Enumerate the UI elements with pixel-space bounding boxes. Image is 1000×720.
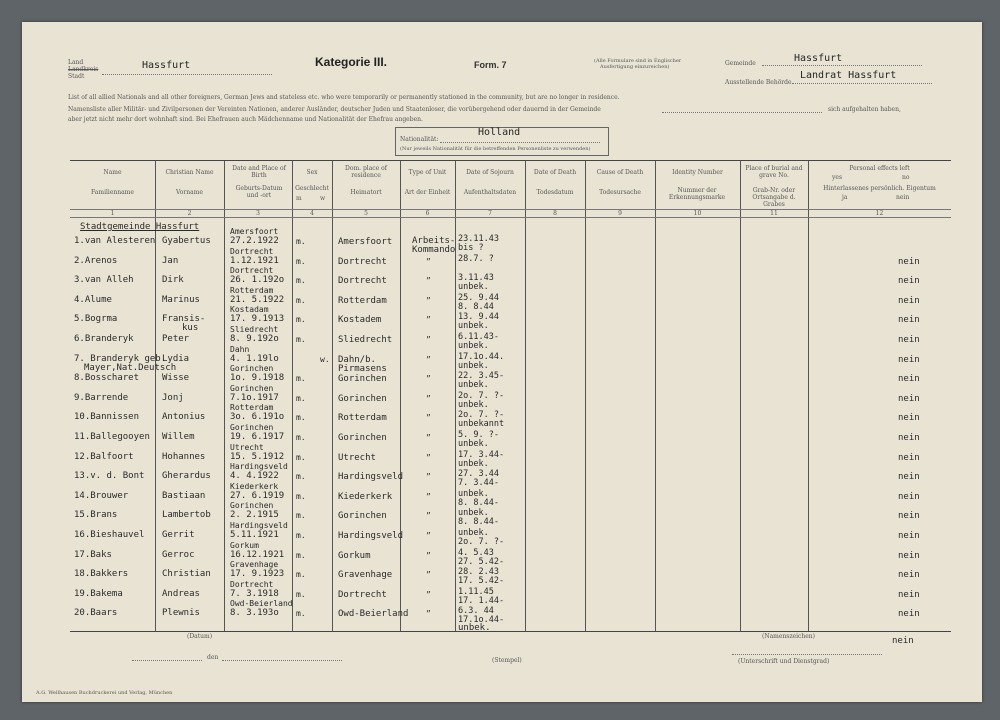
col-name-num: 1 [110,210,115,217]
row-birth-date: 2. 2.1915 [230,510,279,521]
row-first-name: Gherardus [162,471,211,482]
kreis-value: Hassfurt [142,60,191,71]
place-line [132,660,202,661]
row-home: Sliedrecht [338,335,393,345]
col-divider [740,161,741,631]
row-sojourn-1: 1.11.45 [458,586,494,597]
row-sojourn-1: 3.11.43 [458,273,494,284]
row-unit-ditto: ” [426,589,431,599]
row-home-2: Pirmasens [338,363,387,374]
gemeinde-value: Hassfurt [794,53,843,64]
row-birth-place: Utrecht [230,442,264,452]
row-birth-place: Gorinchen [230,383,274,393]
row-effects: nein [898,256,920,267]
row-first-name: Fransis- [162,314,206,325]
row-sojourn-2: 8. 8.44 [458,301,494,312]
row-sojourn-2: 8. 8.44- [458,497,499,508]
row-first-name: Hohannes [162,451,206,462]
row-birth-place: Gravenhage [230,560,279,570]
col-effects-nein: nein [896,194,910,201]
row-effects: nein [898,413,920,424]
row-sex: m. [296,276,306,286]
row-birth-date: 17. 9.1923 [230,569,285,580]
row-birth-date: 8. 9.192o [230,334,279,344]
row-home: Rotterdam [338,413,387,424]
row-home: Rotterdam [338,295,387,306]
row-sojourn-2: 17.1o.44- [458,615,505,626]
behoerde-value: Landrat Hassfurt [800,70,897,81]
nationality-value: Holland [478,127,521,138]
col-divider [332,161,333,631]
last-sojourn: unbek. [458,623,491,633]
row-sojourn-1: unbek. [458,488,489,499]
row-sex: m. [296,315,306,325]
row-sex: m. [296,589,306,599]
row-sojourn-1: 4. 5.43 [458,547,494,558]
row-sojourn-1: 28. 2.43 [458,567,499,578]
row-sojourn-1: 17.1o.44. [458,351,505,362]
col-cause-de: Todesursache [599,189,641,196]
row-birth-date: 7.1o.1917 [230,392,279,403]
row-effects: nein [898,550,920,561]
col-divider [224,161,225,631]
col-burial-de: Grab-Nr. oder Ortsangabe d. Grabes [752,187,796,208]
row-birth-date: 27.2.1922 [230,236,279,246]
row-sojourn-2: unbek. [458,458,489,469]
land-label: Land [68,59,84,66]
behoerde-label: Ausstellende Behörde [725,79,792,86]
row-first-name: Wisse [162,373,190,384]
row-name: 9.Barrende [74,392,129,403]
row-effects: nein [898,491,920,502]
col-effects-num: 12 [875,210,884,217]
row-name: 14.Brouwer [74,490,129,501]
row-effects-extra: nein [892,636,914,646]
row-home: Gravenhage [338,570,393,581]
row-birth-place: Dortrecht [230,246,274,256]
col-sex-en: Sex [306,169,318,176]
row-unit-ditto: ” [426,609,431,619]
row-home: Hardingsveld [338,472,404,483]
row-birth-date: 21. 5.1922 [230,294,285,305]
row-first-name: Lambertob [162,510,211,521]
intro-line-3: aber jetzt nicht mehr dort wohnhaft sind. Bei Ehefrauen auch Mädchenname und Nationalität der Ehefrau angeben. [68,116,423,123]
row-unit-ditto: ” [426,413,431,423]
row-unit-ditto: ” [426,570,431,580]
col-effects-yes: yes [832,174,843,181]
row-unit-ditto: ” [426,511,431,521]
row-effects: nein [898,511,920,522]
row-sojourn-2: unbek. [458,380,489,391]
row-sex: m. [296,295,306,305]
printer-note: A.G. Wellhausen Buchdruckerei und Verlag, München [36,690,173,696]
col-divider [455,161,456,631]
row-first-name: Gerrit [162,530,195,540]
row-name: 17.Baks [74,549,112,560]
row-name: 1.van Alesteren [74,236,156,246]
nationality-box [395,127,609,156]
row-birth-date: 3o. 6.191o [230,412,285,423]
row-sex: m. [296,335,306,344]
row-first-name: Bastiaan [162,490,206,501]
row-first-name: Andreas [162,588,200,599]
col-burial-num: 11 [770,210,778,217]
row-first-name: Jan [162,255,179,266]
row-unit: Arbeits- [412,236,456,246]
col-identity-num: 10 [693,210,702,217]
row-sojourn-1: 2o. 7. ?- [458,410,505,421]
col-divider [808,161,809,631]
col-divider [400,161,401,631]
row-home: Gorinchen [338,433,387,443]
row-unit-ditto: ” [426,550,431,560]
col-divider [292,161,293,631]
row-home: Dortrecht [338,589,387,600]
form-number: Form. 7 [474,60,507,70]
col-unit-de: Art der Einheit [404,189,451,196]
col-divider [525,161,526,631]
row-sojourn-1: 28.7. ? [458,253,494,264]
row-unit-ditto: ” [426,354,431,364]
row-birth-date: 5.11.1921 [230,530,279,540]
row-birth-date: 8. 3.193o [230,608,279,619]
gemeinde-line [762,65,922,66]
row-sex: m. [296,237,306,246]
row-sojourn-2: bis ? [458,243,484,253]
row-sojourn-1: 22. 3.45- [458,371,505,382]
row-sojourn-2: 27. 5.42- [458,556,505,567]
row-birth-place: Kostadam [230,305,269,315]
row-sex: m. [296,256,306,266]
row-sojourn-2: 8. 8.44- [458,517,499,528]
row-home: Gorinchen [338,393,387,404]
row-birth-place: Sliedrecht [230,325,279,334]
row-name: 2.Arenos [74,255,118,266]
row-first-name: Christian [162,569,211,580]
row-home: Dortrecht [338,256,387,267]
row-home: Dortrecht [338,276,387,287]
col-divider [585,161,586,631]
row-birth-date: 1o. 9.1918 [230,373,285,384]
stadt-label: Stadt [68,73,85,80]
row-sojourn-2: unbek. [458,439,489,449]
row-name: 15.Brans [74,510,118,521]
den-label: den [207,654,219,661]
row-unit-ditto: ” [426,256,431,266]
row-unit-ditto: ” [426,393,431,403]
col-unit-num: 6 [425,210,430,217]
row-effects: nein [898,609,920,620]
col-burial-en: Place of burial and grave No. [745,165,803,179]
sign2-label: (Unterschrift und Dienstgrad) [738,658,830,665]
row-effects: nein [898,354,920,365]
row-birth-date: 7. 3.1918 [230,588,279,599]
row-name: 3.van Alleh [74,275,134,286]
form-note-2: Ausfertigung einzureichen) [600,64,670,70]
row-birth-date: 27. 6.1919 [230,490,285,501]
row-name: 5.Bogrma [74,314,118,325]
col-identity-en: Identity Number [672,169,723,176]
row-sojourn-1: 25. 9.44 [458,292,499,303]
row-birth-date: 26. 1.192o [230,275,285,286]
row-home: Gorinchen [338,511,387,522]
row-sojourn-2: unbek. [458,360,489,371]
row-birth-date: 15. 5.1912 [230,451,285,462]
row-effects: nein [898,433,920,443]
row-name: 10.Bannissen [74,412,140,423]
row-effects: nein [898,374,920,385]
row-sex: m. [296,609,306,619]
row-birth-date: 1.12.1921 [230,255,279,266]
row-sojourn-1: 2o. 7. ?- [458,390,505,401]
row-home: Gorinchen [338,374,387,385]
col-birth-de: Geburts-Datum und -ort [235,185,283,199]
row-name: 6.Branderyk [74,334,134,344]
row-first-name: Marinus [162,294,200,305]
row-birth-place: Dortrecht [230,266,274,276]
row-name: 20.Baars [74,608,118,619]
row-first-name: Gyabertus [162,236,211,246]
row-sex: m. [296,570,306,580]
row-sojourn-1: 27. 3.44 [458,469,499,480]
row-effects: nein [898,295,920,306]
row-home: Amersfoort [338,237,393,247]
section-title: Stadtgemeinde Hassfurt [80,222,200,232]
gemeinde-label: Gemeinde [725,60,756,67]
col-name-en: Name [103,169,122,176]
col-effects-no: no [902,174,910,181]
row-sojourn-1: unbek. [458,508,489,519]
row-sojourn-1: 6.11.43- [458,332,499,342]
row-sojourn-2: 7. 3.44- [458,478,499,489]
row-sojourn-1: 5. 9. ?- [458,430,499,440]
col-death-en: Date of Death [533,169,577,176]
row-unit-ditto: ” [426,531,431,540]
row-name: 11.Ballegooyen [74,432,150,442]
row-effects: nein [898,452,920,463]
col-cause-num: 9 [618,210,622,217]
row-sojourn-1: unbek. [458,528,489,538]
row-name: 7. Branderyk geb. [74,353,167,364]
row-birth-date: 17. 9.1913 [230,314,285,325]
row-effects: nein [898,276,920,287]
row-name-2: Mayer,Nat.Deutsch [84,362,177,373]
col-death-de: Todesdatum [536,189,574,196]
nationality-line [440,142,600,143]
form-title: Kategorie III. [315,55,388,69]
row-unit-ditto: ” [426,295,431,305]
row-name: 18.Bakkers [74,569,129,580]
row-sex: m. [296,374,306,384]
col-birth-num: 3 [256,210,260,217]
row-effects: nein [898,570,920,581]
sign-line [732,654,882,655]
row-name: 16.Bieshauvel [74,530,145,540]
col-effects-ja: ja [842,194,848,201]
row-birth-place: Hardingsveld [230,462,288,472]
col-cause-en: Cause of Death [596,169,644,176]
behoerde-line [792,83,932,84]
row-sex: m. [296,472,306,482]
row-first-name: Antonius [162,412,206,423]
col-home-de: Heimatort [350,189,382,196]
col-sex-num: 4 [310,210,314,217]
row-birth-place: Gorinchen [230,364,274,374]
row-unit-ditto: ” [426,491,431,501]
row-home: Kiederkerk [338,491,393,502]
row-birth-date: 16.12.1921 [230,549,285,560]
row-sojourn-2: unbekannt [458,419,505,430]
nationality-label: Nationalität: [400,136,439,143]
row-name: 13.v. d. Bont [74,471,145,482]
col-name-de: Familienname [91,189,134,196]
col-home-num: 5 [364,210,368,217]
row-first-name: Lydia [162,353,190,364]
col-christian-en: Christian Name [165,169,214,176]
row-first-name: Jonj [162,392,184,403]
row-name: 4.Alume [74,294,112,305]
row-unit-ditto: ” [426,374,431,384]
row-birth-place: Gorinchen [230,501,274,511]
row-first-name: Peter [162,334,190,344]
row-birth-place: Gorinchen [230,423,274,432]
row-first-name: Plewnis [162,608,200,619]
row-effects: nein [898,472,920,483]
kreis-line [102,74,272,75]
date-label: (Datum) [187,633,213,640]
row-first-name: Dirk [162,275,184,286]
col-effects-de: Hinterlassenes persönlich. Eigentum [823,185,936,192]
row-birth-place: Owd-Beierland [230,599,293,609]
intro-dotted-line [662,112,822,113]
row-sojourn-2: unbek. [458,399,489,410]
row-sojourn-2: 17. 1.44- [458,595,505,606]
form-note-1: (Alle Formulare sind in Englischer [594,58,682,64]
row-birth-place: Hardingsveld [230,521,288,530]
row-first-name: Gerroc [162,549,195,560]
row-first-name-2: kus [182,323,199,334]
row-birth-place: Dortrecht [230,579,274,589]
landkreis-label: Landkreis [68,66,99,73]
row-effects: nein [898,589,920,600]
col-sojourn-de: Aufenthaltsdaten [463,189,517,196]
row-birth-place: Gorkum [230,540,259,550]
sign-label: (Namenszeichen) [762,633,815,640]
row-first-name: Willem [162,432,195,442]
row-birth-date: 19. 6.1917 [230,432,285,442]
col-identity-de: Nummer der Erkennungsmarke [668,187,726,201]
row-birth-date: 4. 1.19lo [230,353,279,364]
date-line [222,660,342,661]
row-sojourn-2: 17. 5.42- [458,576,505,587]
col-christian-de: Vorname [176,189,203,196]
row-home: Hardingsveld [338,531,404,541]
row-unit-ditto: ” [426,335,431,344]
row-sojourn-1: 17. 3.44- [458,449,505,460]
row-home: Utrecht [338,452,376,463]
document-page [22,22,982,702]
row-home: Gorkum [338,550,371,561]
row-unit-ditto: ” [426,472,431,482]
row-effects: nein [898,315,920,326]
row-sex: m. [296,511,306,521]
row-home: Owd-Beierland [338,609,409,620]
intro-line-1: List of all allied Nationals and all other foreigners, German Jews and stateless etc. who were temporarily or permanently stationed in the community, but are no longer in residence. [68,94,620,101]
row-sex: m. [296,491,306,501]
row-unit-ditto: ” [426,452,431,462]
header-divider [70,217,951,218]
row-sojourn-1: 23.11.43 [458,234,499,244]
row-sojourn-1: 6.3. 44 [458,606,494,617]
row-unit-ditto: ” [426,315,431,325]
row-sex: m. [296,550,306,560]
row-birth-place: Rotterdam [230,403,274,413]
col-divider [655,161,656,631]
row-sex: w. [320,354,330,364]
row-sojourn-2: unbek. [458,282,489,293]
row-sojourn-2: 2o. 7. ?- [458,537,505,547]
col-effects-en: Personal effects left [849,165,910,172]
row-unit-2: Kommando [412,245,456,255]
col-christian-num: 2 [187,210,192,217]
row-name: 19.Bakema [74,588,123,599]
row-birth-place: Rotterdam [230,285,274,295]
col-home-en: Dom. place of residence [345,165,387,179]
col-death-num: 8 [553,210,557,217]
row-sex: m. [296,452,306,462]
row-effects: nein [898,335,920,345]
row-birth-place: Dahn [230,344,250,354]
intro-line-2-end: sich aufgehalten haben, [828,106,901,113]
row-unit-ditto: ” [426,276,431,286]
col-sojourn-en: Date of Sojourn [466,169,514,176]
row-sex: m. [296,413,306,423]
row-birth-place: Kiederkerk [230,481,279,491]
row-name: 12.Balfoort [74,451,134,462]
row-sex: m. [296,531,306,540]
row-birth-place: Amersfoort [230,227,279,236]
col-sex-de: Geschlecht [295,185,329,192]
col-birth-en: Date and Place of Birth [232,165,286,179]
row-home: Kostadem [338,315,382,326]
row-sex: m. [296,433,306,442]
row-sojourn-2: unbek. [458,341,489,351]
nationality-note: (Nur jeweils Nationalität für die betreffenden Personenliste zu verwenden) [400,146,591,152]
row-home: Dahn/b. [338,354,376,365]
intro-line-2: Namensliste aller Militär- und Zivilpersonen der Vereinten Nationen, anderer Ausländer, deutscher Juden und Staatenloser, die vorübergehend oder dauernd in der Gemeinde [68,106,601,113]
row-sojourn-1: 13. 9.44 [458,312,499,323]
row-unit-ditto: ” [426,433,431,442]
row-sojourn-2: unbek. [458,321,489,332]
row-name: 8.Bosscharet [74,373,140,384]
row-sex: m. [296,393,306,403]
col-unit-en: Type of Unit [408,169,447,176]
row-effects: nein [898,393,920,404]
col-sex-m: m [296,195,302,202]
row-effects: nein [898,531,920,541]
col-sojourn-num: 7 [488,210,492,217]
col-sex-w: w [320,195,326,202]
row-birth-date: 4. 4.1922 [230,471,279,482]
stamp-label: (Stempel) [492,657,522,664]
